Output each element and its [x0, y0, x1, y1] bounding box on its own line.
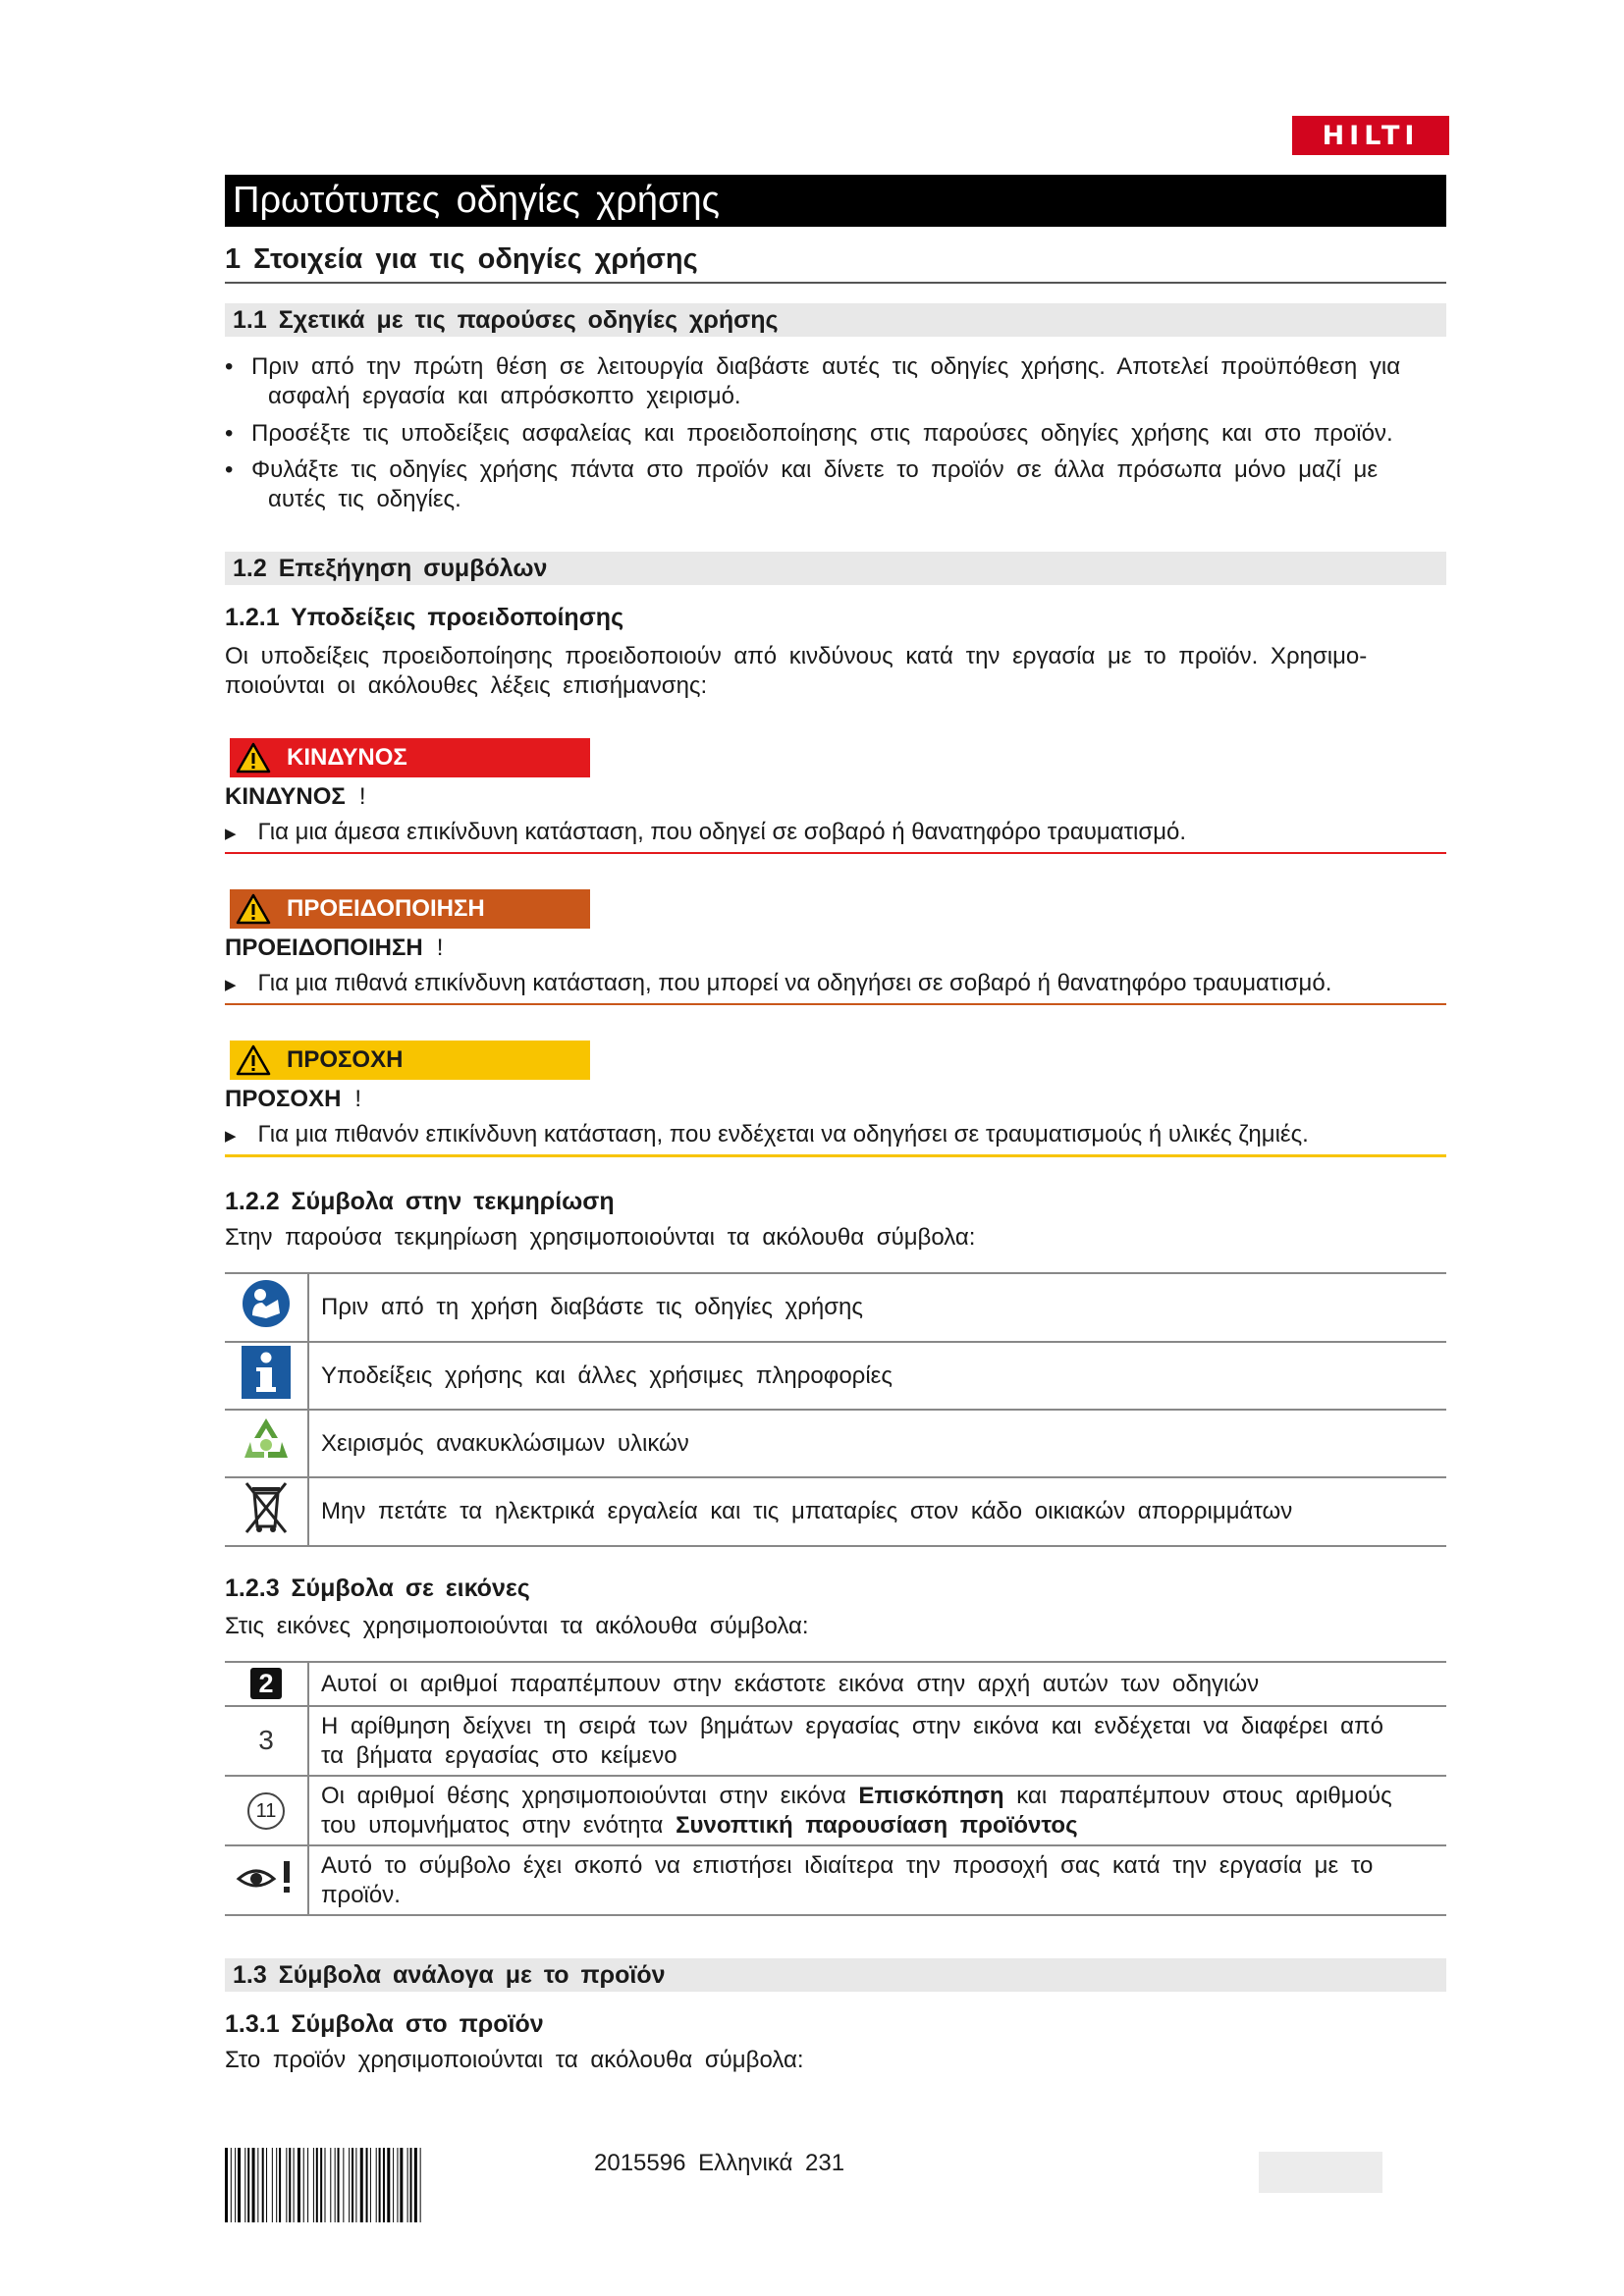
caution-description-text: Για μια πιθανόν επικίνδυνη κατάσταση, που ενδέχεται να οδηγήσει σε τραυματισμούς ή υλικές ζημιές.	[257, 1121, 1309, 1148]
symbol-cell	[225, 1477, 308, 1546]
danger-signal-word	[225, 783, 365, 811]
signal-exclaim: !	[358, 783, 366, 810]
signal-exclaim: !	[354, 1086, 362, 1112]
section-1-2-heading: 1.2 Επεξήγηση συμβόλων	[225, 552, 1446, 585]
warning-description	[225, 970, 1446, 1005]
symbol-description: Χειρισμός ανακυκλώσιμων υλικών	[308, 1410, 1446, 1477]
symbol-description-line2: τα βήματα εργασίας στο κείμενο	[321, 1741, 677, 1769]
bold-text-run: Επισκόπηση	[858, 1782, 1004, 1809]
figure-symbols-intro: Στις εικόνες χρησιμοποιούνται τα ακόλουθα σύμβολα:	[225, 1613, 809, 1639]
footer-page-info: 2015596 Ελληνικά 231	[594, 2150, 845, 2176]
section-1-2-2-heading: 1.2.2 Σύμβολα στην τεκμηρίωση	[225, 1188, 615, 1215]
read-manual-icon	[239, 1276, 294, 1331]
symbol-description-line1	[321, 1782, 1438, 1811]
symbol-description-line1: Η αρίθμηση δείχνει τη σειρά των βημάτων εργασίας στην εικόνα και ενδέχεται να διαφέρει από	[321, 1712, 1383, 1739]
symbol-cell	[225, 1845, 308, 1915]
danger-banner-label: ΚΙΝΔΥΝΟΣ	[287, 744, 407, 771]
bullet-text-line2: αυτές τις οδηγίες.	[268, 486, 461, 512]
caution-description	[225, 1121, 1446, 1157]
signal-word: ΠΡΟΣΟΧΗ	[225, 1086, 342, 1112]
attention-eye-icon	[235, 1857, 298, 1896]
text-run: του υπομνήματος στην ενότητα	[321, 1811, 677, 1839]
symbol-description	[308, 1776, 1446, 1845]
warnings-intro-line2: ποιούνται οι ακόλουθες λέξεις επισήμανσης:	[225, 672, 708, 699]
section-1-2-1-heading: 1.2.1 Υποδείξεις προειδοποίησης	[225, 604, 624, 631]
doc-symbols-table	[225, 1272, 1446, 1547]
bold-text-run: Συνοπτική παρουσίαση προϊόντος	[676, 1811, 1078, 1839]
symbol-cell	[225, 1776, 308, 1845]
symbol-cell	[225, 1342, 308, 1410]
warnings-intro	[225, 642, 1526, 701]
signal-word: ΚΙΝΔΥΝΟΣ	[225, 783, 346, 810]
symbol-description: Μην πετάτε τα ηλεκτρικά εργαλεία και τις μπαταρίες στον κάδο οικιακών απορριμμάτων	[308, 1477, 1446, 1546]
arrow-icon: ▶	[225, 1127, 237, 1145]
symbol-description: Υποδείξεις χρήσης και άλλες χρήσιμες πληροφορίες	[308, 1342, 1446, 1410]
section-1-heading: 1 Στοιχεία για τις οδηγίες χρήσης	[225, 243, 1446, 284]
step-number-icon: 3	[258, 1724, 274, 1755]
figure-symbols-table	[225, 1661, 1446, 1916]
arrow-icon: ▶	[225, 976, 237, 993]
doc-symbols-intro: Στην παρούσα τεκμηρίωση χρησιμοποιούνται τα ακόλουθα σύμβολα:	[225, 1224, 976, 1251]
position-number-icon	[247, 1792, 285, 1830]
section-1-1-heading: 1.1 Σχετικά με τις παρούσες οδηγίες χρήσης	[225, 303, 1446, 337]
symbol-description-line2: προϊόν.	[321, 1881, 401, 1908]
arrow-icon: ▶	[225, 825, 237, 842]
warning-triangle-icon	[236, 742, 271, 774]
symbol-description	[308, 1662, 1446, 1706]
table-row	[225, 1776, 1446, 1845]
figure-number-icon	[250, 1668, 282, 1699]
warning-description-text: Για μια πιθανά επικίνδυνη κατάσταση, που μπορεί να οδηγήσει σε σοβαρό ή θανατηφόρο τραυματισμό.	[257, 970, 1332, 996]
crossed-bin-icon	[241, 1479, 292, 1536]
symbol-description-line1: Αυτοί οι αριθμοί παραπέμπουν στην εκάστοτε εικόνα στην αρχή αυτών των οδηγιών	[321, 1670, 1260, 1697]
bullet-dot: •	[225, 353, 234, 380]
bullet-text-line2: ασφαλή εργασία και απρόσκοπτο χειρισμό.	[268, 383, 741, 409]
danger-description	[225, 819, 1446, 854]
text-run: Οι αριθμοί θέσης χρησιμοποιούνται στην εικόνα	[321, 1782, 859, 1809]
info-icon	[241, 1345, 292, 1400]
section-1-2-3-heading: 1.2.3 Σύμβολα σε εικόνες	[225, 1575, 530, 1602]
bullet-item	[225, 455, 1526, 514]
section-1-3-heading: 1.3 Σύμβολα ανάλογα με το προϊόν	[225, 1958, 1446, 1992]
danger-description-text: Για μια άμεσα επικίνδυνη κατάσταση, που οδηγεί σε σοβαρό ή θανατηφόρο τραυματισμό.	[257, 819, 1187, 845]
section-1-3-1-heading: 1.3.1 Σύμβολα στο προϊόν	[225, 2010, 544, 2038]
warning-banner	[230, 889, 590, 929]
symbol-cell	[225, 1410, 308, 1477]
symbol-cell	[225, 1706, 308, 1776]
table-row	[225, 1706, 1446, 1776]
logo-text: HILTI	[1322, 120, 1420, 151]
caution-signal-word	[225, 1086, 361, 1113]
bullet-item	[225, 419, 1526, 449]
warnings-intro-line1: Οι υποδείξεις προειδοποίησης προειδοποιούν από κινδύνους κατά την εργασία με το προϊόν. Χρησιμο-	[225, 643, 1368, 669]
footer-gray-box	[1259, 2152, 1382, 2193]
recycling-icon	[239, 1413, 294, 1468]
figure-number-value: 2	[258, 1669, 274, 1698]
table-row	[225, 1410, 1446, 1477]
page-title: Πρωτότυπες οδηγίες χρήσης	[225, 175, 1446, 227]
symbol-description	[308, 1706, 1446, 1776]
text-run: και παραπέμπουν στους αριθμούς	[1003, 1782, 1392, 1809]
table-row	[225, 1845, 1446, 1915]
warning-triangle-icon	[236, 1044, 271, 1076]
product-symbols-intro: Στο προϊόν χρησιμοποιούνται τα ακόλουθα σύμβολα:	[225, 2047, 804, 2073]
bullet-text-line1: Προσέξτε τις υποδείξεις ασφαλείας και προειδοποίησης στις παρούσες οδηγίες χρήσης και στο προϊόν.	[251, 420, 1393, 447]
danger-banner	[230, 738, 590, 777]
table-row	[225, 1662, 1446, 1706]
symbol-description-line2	[321, 1811, 1438, 1841]
symbol-description-line1: Αυτό το σύμβολο έχει σκοπό να επιστήσει ιδιαίτερα την προσοχή σας κατά την εργασία με το	[321, 1851, 1374, 1879]
bullet-dot: •	[225, 420, 234, 447]
table-row	[225, 1273, 1446, 1342]
caution-banner-label: ΠΡΟΣΟΧΗ	[287, 1046, 404, 1073]
caution-banner	[230, 1041, 590, 1080]
table-row	[225, 1342, 1446, 1410]
bullet-item	[225, 352, 1526, 411]
bullet-dot: •	[225, 456, 234, 483]
warning-triangle-icon	[236, 893, 271, 925]
symbol-cell	[225, 1273, 308, 1342]
table-row	[225, 1477, 1446, 1546]
warning-banner-label: ΠΡΟΕΙΔΟΠΟΙΗΣΗ	[287, 895, 485, 922]
barcode-image	[225, 2148, 564, 2222]
warning-signal-word	[225, 934, 443, 962]
bullet-text-line1: Πριν από την πρώτη θέση σε λειτουργία διαβάστε αυτές τις οδηγίες χρήσης. Αποτελεί προϋπόθεση για	[251, 353, 1401, 380]
signal-exclaim: !	[436, 934, 444, 961]
bullet-text-line1: Φυλάξτε τις οδηγίες χρήσης πάντα στο προϊόν και δίνετε το προϊόν σε άλλα πρόσωπα μόνο μαζί με	[251, 456, 1379, 483]
symbol-cell	[225, 1662, 308, 1706]
symbol-description	[308, 1845, 1446, 1915]
hilti-logo	[1292, 116, 1449, 155]
symbol-description: Πριν από τη χρήση διαβάστε τις οδηγίες χρήσης	[308, 1273, 1446, 1342]
signal-word: ΠΡΟΕΙΔΟΠΟΙΗΣΗ	[225, 934, 423, 961]
position-number-value: 11	[255, 1799, 277, 1822]
